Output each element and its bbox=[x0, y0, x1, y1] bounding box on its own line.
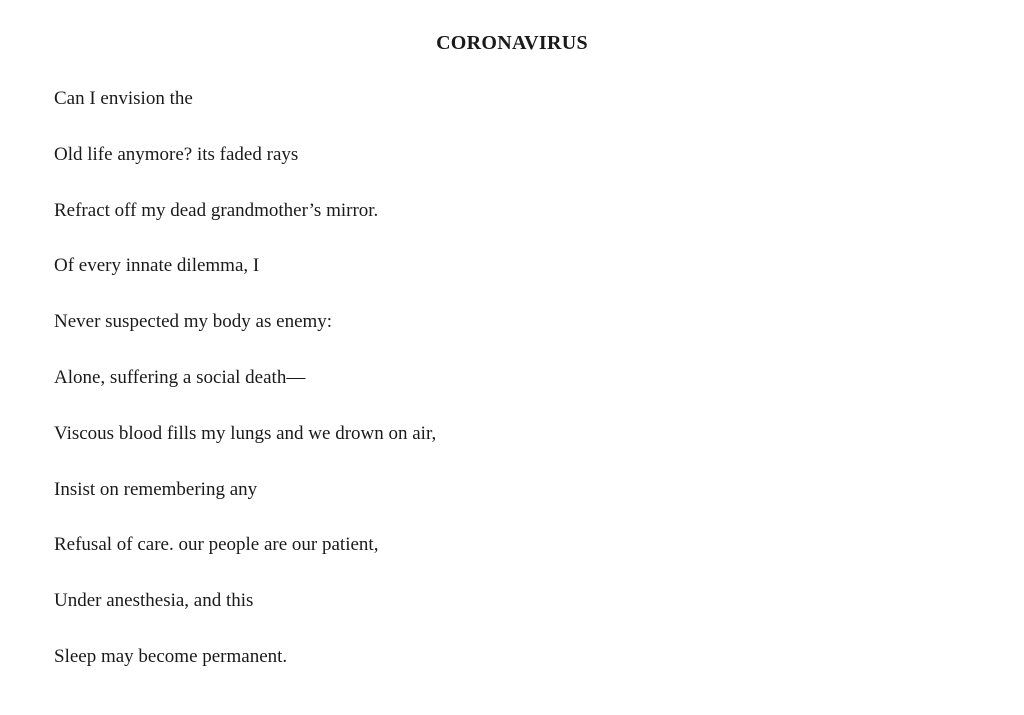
poem-line: Sleep may become permanent. bbox=[54, 645, 288, 667]
poem-line: Can I envision the bbox=[54, 88, 193, 109]
poem-line: Viscous blood fills my lungs and we drown on air, bbox=[54, 422, 437, 444]
poem-line: Alone, suffering a social death— bbox=[54, 366, 306, 388]
poem-body bbox=[54, 85, 436, 699]
poem-line: Under anesthesia, and this bbox=[54, 590, 254, 612]
poem-line: Never suspected my body as enemy: bbox=[54, 311, 333, 333]
poem-line: Refusal of care. our people are our patient, bbox=[54, 534, 379, 556]
poem-line: Refract off my dead grandmother’s mirror. bbox=[54, 199, 379, 221]
poem-line: Insist on remembering any bbox=[54, 478, 258, 500]
poem-line: Of every innate dilemma, I bbox=[54, 255, 260, 277]
poem-line: Old life anymore? its faded rays bbox=[54, 143, 299, 165]
poem-title: CORONAVIRUS bbox=[436, 32, 588, 54]
